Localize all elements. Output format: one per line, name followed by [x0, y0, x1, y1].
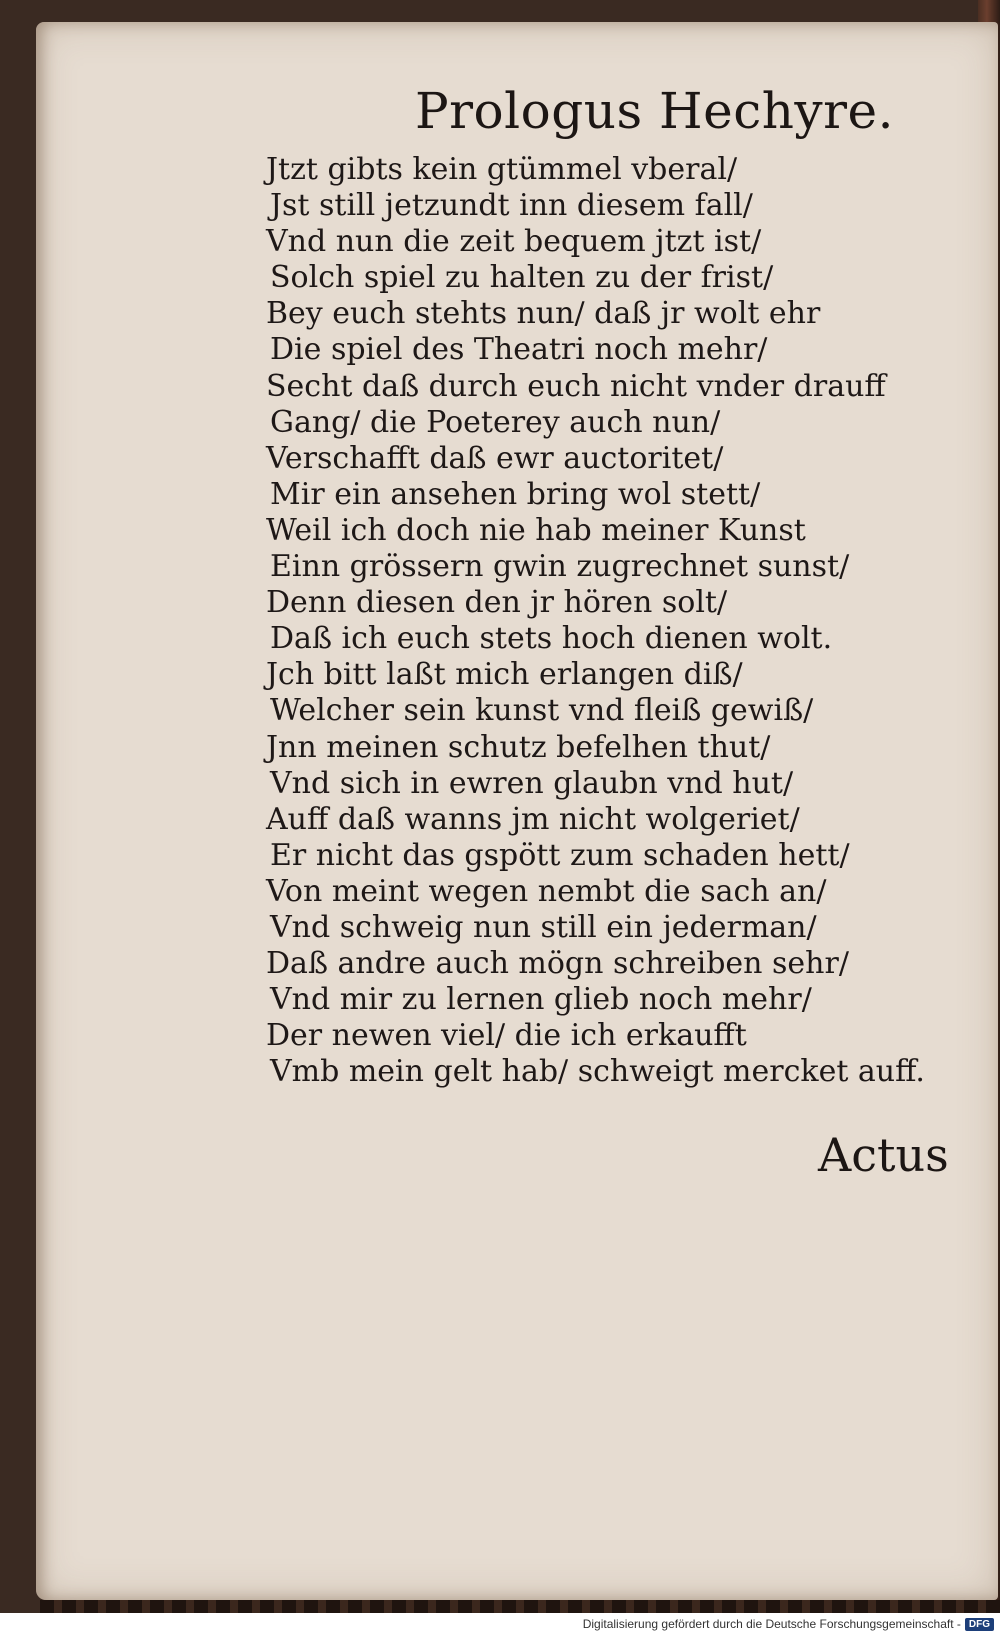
- verse-line: Vmb mein gelt hab/ schweigt mercket auff.: [270, 1054, 925, 1090]
- verse-line: Auff daß wanns jm nicht wolgeriet/: [266, 801, 800, 837]
- verse-line: Daß ich euch stets hoch dienen wolt.: [270, 621, 833, 657]
- page-bottom-edge: [40, 1600, 1000, 1613]
- verse-line: Jch bitt laßt mich erlangen diß/: [266, 657, 743, 693]
- verse-line: Jnn meinen schutz befelhen thut/: [266, 729, 771, 765]
- page-heading: Prologus Hechyre.: [415, 82, 895, 140]
- verse-line: Vnd schweig nun still ein jederman/: [270, 909, 817, 945]
- verse-line: Jst still jetzundt inn diesem fall/: [270, 188, 753, 224]
- verse-line: Vnd sich in ewren glaubn vnd hut/: [270, 765, 794, 801]
- verse-line: Verschafft daß ewr auctoritet/: [266, 440, 724, 476]
- verse-text: [266, 152, 925, 1090]
- verse-line: Von meint wegen nembt die sach an/: [266, 873, 827, 909]
- verse-line: Mir ein ansehen bring wol stett/: [270, 476, 761, 512]
- verse-line: Denn diesen den jr hören solt/: [266, 585, 728, 621]
- verse-line: Secht daß durch euch nicht vnder drauff: [266, 368, 886, 404]
- verse-line: Gang/ die Poeterey auch nun/: [270, 404, 721, 440]
- verse-line: Einn grössern gwin zugrechnet sunst/: [270, 549, 850, 585]
- dfg-logo-icon: DFG: [965, 1618, 994, 1631]
- digitization-credit: [583, 1617, 994, 1631]
- verse-line: Weil ich doch nie hab meiner Kunst: [266, 512, 806, 548]
- verse-line: Vnd mir zu lernen glieb noch mehr/: [270, 982, 812, 1018]
- verse-line: Bey euch stehts nun/ daß jr wolt ehr: [266, 296, 821, 332]
- catchword: Actus: [818, 1128, 949, 1182]
- verse-line: Vnd nun die zeit bequem jtzt ist/: [266, 224, 762, 260]
- verse-line: Welcher sein kunst vnd fleiß gewiß/: [270, 693, 814, 729]
- verse-line: Jtzt gibts kein gtümmel vberal/: [266, 152, 738, 187]
- verse-line: Der newen viel/ die ich erkaufft: [266, 1018, 747, 1054]
- verse-line: Solch spiel zu halten zu der frist/: [270, 260, 774, 296]
- credit-text: Digitalisierung gefördert durch die Deutsche Forschungsgemeinschaft -: [582, 1617, 961, 1631]
- verse-line: Er nicht das gspött zum schaden hett/: [270, 837, 850, 873]
- verse-line: Daß andre auch mögn schreiben sehr/: [266, 946, 849, 982]
- verse-line: Die spiel des Theatri noch mehr/: [270, 332, 768, 368]
